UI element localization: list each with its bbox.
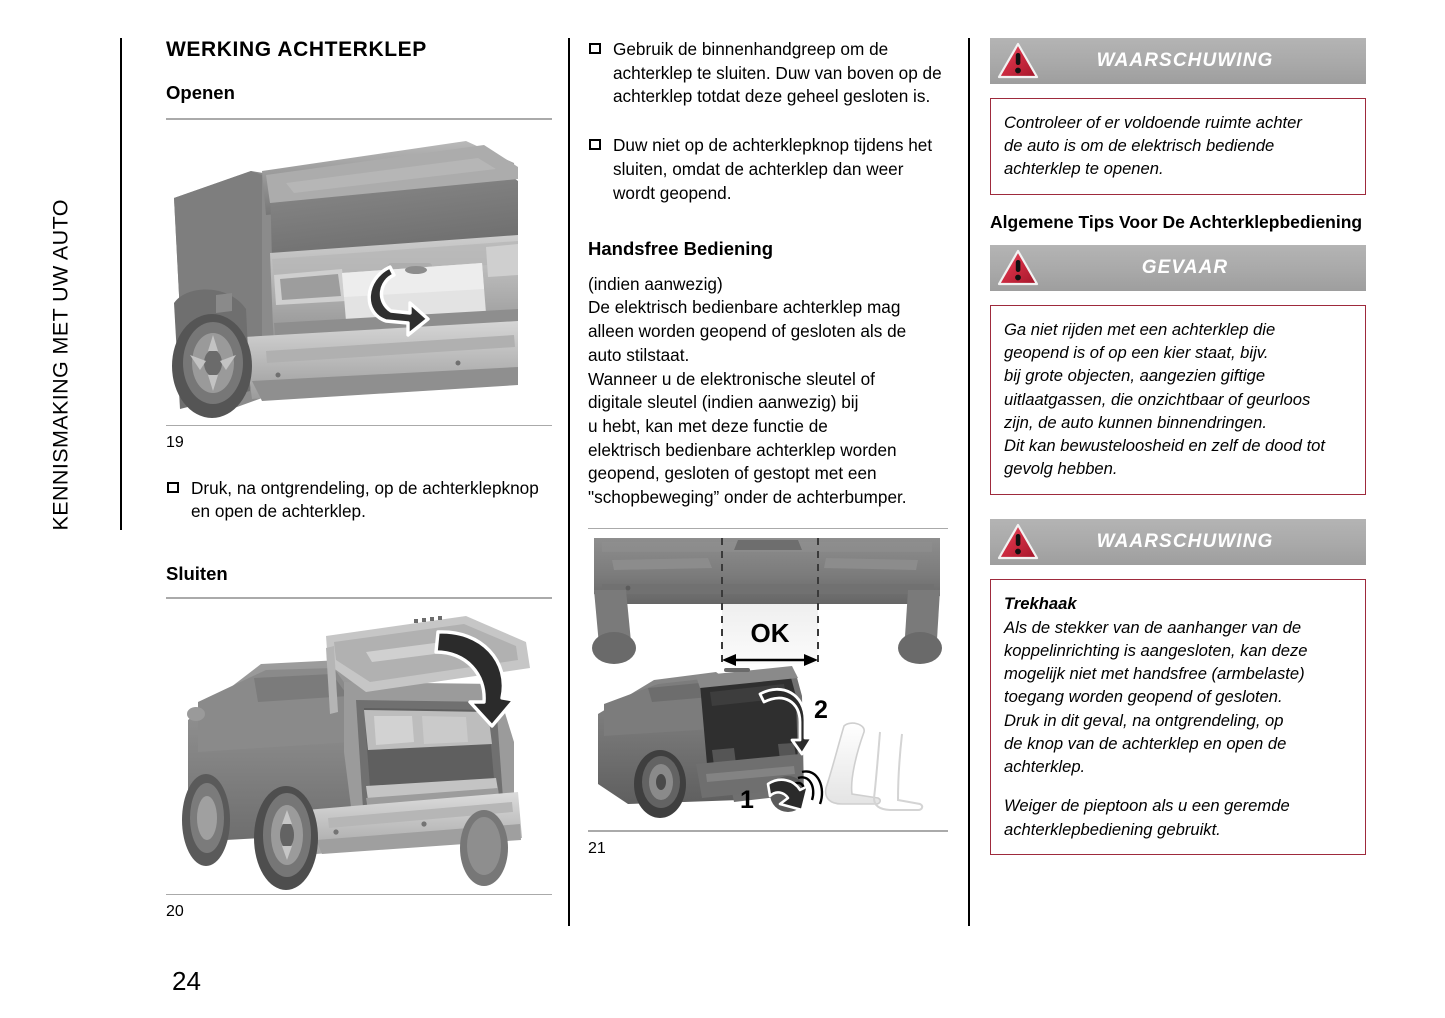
warning-line: de knop van de achterklep en open de — [1004, 733, 1287, 753]
figure-21-bottom-rule — [588, 830, 948, 832]
column-divider-1 — [568, 38, 570, 926]
paragraph-line: Wanneer u de elektronische sleutel of — [588, 368, 875, 389]
warning-bar-2-label: WAARSCHUWING — [1096, 530, 1274, 552]
danger-line: uitlaatgassen, die onzichtbaar of geurloos — [1004, 389, 1311, 409]
paragraph-line: u hebt, kan met deze functie de — [588, 416, 828, 436]
list-item-do-not-push-button — [588, 134, 948, 205]
danger-line: bij grote objecten, aangezien giftige — [1004, 366, 1266, 386]
paragraph-line: digitale sleutel (indien aanwezig) bij — [588, 392, 859, 413]
paragraph-line: alleen worden geopend of gesloten als de — [588, 321, 907, 342]
square-bullet-icon — [589, 139, 601, 150]
figure-21-top-rule — [588, 528, 948, 530]
danger-line: Ga niet rijden met een achterklep die — [1004, 320, 1276, 340]
warning-line: Controleer of er voldoende ruimte achter — [1004, 113, 1302, 132]
figure-20 — [166, 597, 552, 921]
warning-bar-2 — [990, 519, 1366, 565]
warning-line: toegang worden geopend of gesloten. — [1004, 687, 1283, 707]
column-1 — [166, 38, 552, 921]
figure-20-caption: 20 — [166, 903, 184, 921]
figure-21-caption: 21 — [588, 839, 606, 857]
paragraph-line: geopend, gesloten of gestopt met een — [588, 463, 877, 484]
section-heading-openen: Openen — [166, 82, 235, 104]
warning-line: achterklep te openen. — [1004, 159, 1164, 179]
warning-box-2 — [990, 579, 1366, 855]
column-divider-2 — [968, 38, 970, 926]
warning-line: de auto is om de elektrisch bediende — [1004, 136, 1275, 156]
list-item-text: Druk, na ontgrendeling, op de achterklepknop en open de achterklep. — [191, 477, 539, 522]
square-bullet-icon — [167, 482, 179, 493]
paragraph-line: auto stilstaat. — [588, 344, 690, 365]
leg-illustration — [826, 724, 881, 805]
figure-19-top-rule — [166, 118, 552, 120]
danger-box — [990, 305, 1366, 495]
list-item-text: Gebruik de binnenhandgreep om de achterklep te sluiten. Duw van boven op de achterklep totdat deze geheel gesloten is. — [613, 39, 942, 107]
warning-box-2-title: Trekhaak — [1004, 593, 1077, 613]
kick-sensor-illustration — [588, 532, 948, 828]
chapter-tab-rule — [120, 38, 122, 530]
section-heading-sluiten: Sluiten — [166, 562, 228, 584]
paragraph-line: (indien aanwezig) — [588, 273, 723, 294]
warning-line: mogelijk niet met handsfree (armbelaste) — [1004, 664, 1305, 684]
list-item-text: Duw niet op de achterklepknop tijdens het sluiten, omdat de achterklep dan weer wordt geopend. — [613, 135, 933, 203]
paragraph-line: De elektrisch bedienbare achterklep mag — [588, 297, 901, 318]
list-item-use-inner-handle — [588, 38, 948, 109]
danger-line: Dit kan bewusteloosheid en zelf de dood tot — [1004, 436, 1326, 456]
figure-20-top-rule — [166, 597, 552, 599]
page-title: WERKING ACHTERKLEP — [166, 38, 427, 61]
warning-line: Weiger de pieptoon als u een geremde — [1004, 796, 1290, 816]
warning-triangle-icon — [997, 248, 1039, 288]
car-rear-illustration — [166, 123, 552, 423]
warning-bar-1-label: WAARSCHUWING — [1096, 50, 1274, 71]
step-1-label: 1 — [740, 786, 754, 815]
warning-line: Als de stekker van de aanhanger van de — [1004, 617, 1302, 637]
figure-20-artwork — [166, 602, 552, 892]
column-2 — [588, 38, 948, 858]
paragraph-line: elektrisch bedienbare achterklep worden — [588, 439, 897, 460]
danger-bar — [990, 245, 1366, 291]
warning-line: achterklepbediening gebruikt. — [1004, 819, 1221, 839]
chapter-tab-label: KENNISMAKING MET UW AUTO — [48, 198, 73, 530]
square-bullet-icon — [589, 43, 601, 54]
danger-line: gevolg hebben. — [1004, 459, 1118, 479]
warning-line: koppelinrichting is aangesloten, kan deze — [1004, 641, 1308, 661]
column-3 — [990, 38, 1366, 855]
figure-21 — [588, 528, 948, 858]
ok-zone-label: OK — [750, 618, 790, 649]
figure-19 — [166, 118, 552, 452]
danger-line: geopend is of op een kier staat, bijv. — [1004, 343, 1269, 363]
warning-line: achterklep. — [1004, 757, 1086, 777]
warning-box-1 — [990, 98, 1366, 195]
chapter-tab — [48, 38, 122, 530]
warning-line: Druk in dit geval, na ontgrendeling, op — [1004, 710, 1284, 730]
figure-19-caption: 19 — [166, 434, 184, 452]
figure-20-bottom-rule — [166, 894, 552, 896]
paragraph-line: "schopbeweging” onder de achterbumper. — [588, 487, 907, 508]
section-heading-handsfree: Handsfree Bediening — [588, 238, 774, 260]
figure-19-bottom-rule — [166, 425, 552, 427]
page-number: 24 — [172, 966, 201, 996]
warning-triangle-icon — [997, 41, 1039, 81]
danger-bar-label: GEVAAR — [1141, 257, 1229, 279]
warning-triangle-icon — [997, 522, 1039, 562]
list-item-open-tailgate — [166, 477, 552, 524]
car-open-tailgate-illustration — [166, 602, 552, 892]
figure-21-artwork — [588, 532, 948, 828]
step-2-label: 2 — [814, 696, 828, 725]
figure-19-artwork — [166, 123, 552, 423]
danger-line: zijn, de auto kunnen binnendringen. — [1004, 412, 1267, 432]
warning-bar-1 — [990, 38, 1366, 84]
handsfree-paragraph — [588, 273, 948, 510]
section-heading-tips: Algemene Tips Voor De Achterklepbediening — [990, 211, 1363, 232]
